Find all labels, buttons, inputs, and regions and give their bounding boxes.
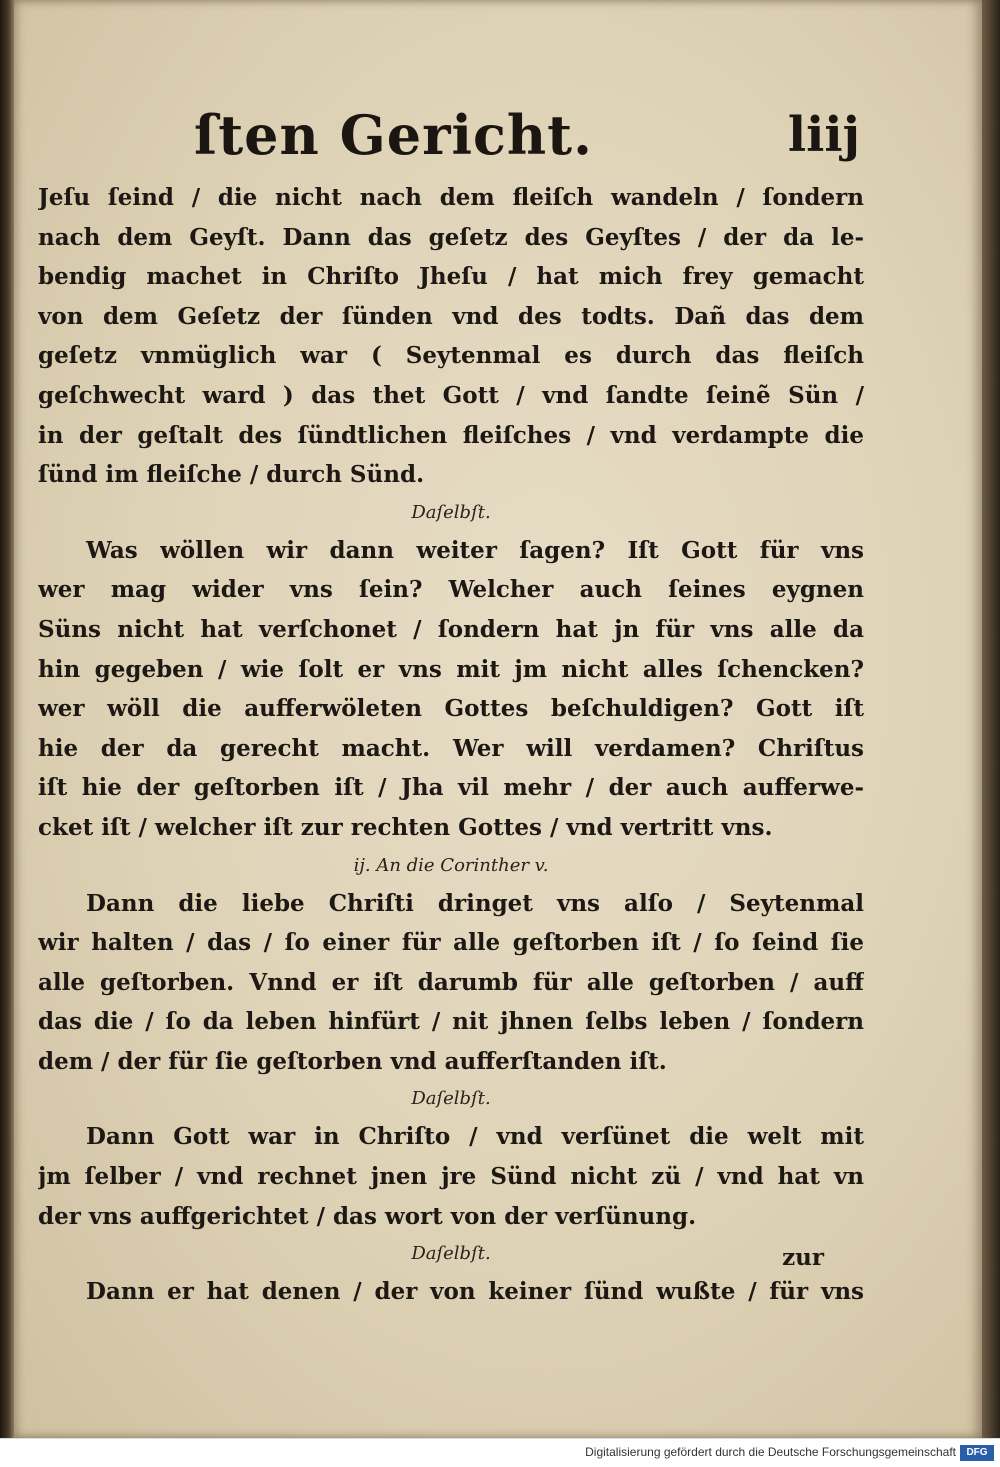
scanned-page	[14, 0, 982, 1438]
running-head: ſten Gericht.	[194, 103, 593, 167]
funding-credit: Digitalisierung gefördert durch die Deutsche Forschungsgemeinschaft	[585, 1445, 956, 1459]
text-line: Was wöllen wir dann weiter ſagen? Iſt Gott für vns	[86, 536, 864, 564]
text-line: bendig machet in Chriſto Jheſu / hat mich frey gemacht	[38, 263, 864, 291]
text-line: der vns auffgerichtet / das wort von der verſünung.	[38, 1202, 697, 1230]
text-line: Dann Gott war in Chriſto / vnd verſünet die welt mit	[86, 1123, 864, 1151]
text-line: jm ſelber / vnd rechnet jnen jre Sünd nicht zü / vnd hat vn	[38, 1163, 864, 1191]
section-caption: Daſelbſt.	[411, 1243, 491, 1265]
catchword: zur	[782, 1244, 824, 1271]
footer-bar	[0, 1438, 1000, 1467]
text-line: dem / der für ſie geſtorben vnd aufferſtanden iſt.	[38, 1047, 667, 1075]
text-line: von dem Geſetz der ſünden vnd des todts. Dañ das dem	[38, 302, 864, 330]
text-line: cket iſt / welcher iſt zur rechten Gottes / vnd vertritt vns.	[38, 813, 773, 841]
text-line: geſetz vnmüglich war ( Seytenmal es durch das fleiſch	[38, 342, 864, 370]
text-line: Süns nicht hat verſchonet / ſondern hat jn für vns alle da	[38, 615, 864, 643]
text-line: Dann er hat denen / der von keiner ſünd wußte / für vns	[86, 1278, 864, 1306]
section-caption: Daſelbſt.	[411, 501, 491, 523]
section-caption: ij. An die Corinther v.	[353, 854, 549, 876]
section-caption: Daſelbſt.	[411, 1088, 491, 1110]
page-header	[194, 100, 874, 170]
folio-number: liij	[787, 107, 860, 163]
text-line: hie der da gerecht macht. Wer will verdamen? Chriſtus	[38, 734, 864, 762]
text-line: Jeſu ſeind / die nicht nach dem fleiſch wandeln / ſondern	[38, 184, 864, 211]
text-line: wir halten / das / ſo einer für alle geſtorben iſt / ſo ſeind ſie	[38, 929, 864, 957]
text-line: wer wöll die aufferwöleten Gottes beſchuldigen? Gott iſt	[38, 695, 864, 723]
text-line: nach dem Geyſt. Dann das geſetz des Geyſtes / der da le-	[38, 223, 864, 251]
binding-shadow-right	[982, 0, 1000, 1438]
text-line: das die / ſo da leben hinfürt / nit jhnen ſelbs leben / ſondern	[38, 1008, 864, 1036]
text-line: hin gegeben / wie ſolt er vns mit jm nicht alles ſchencken?	[38, 655, 864, 683]
text-line: alle geſtorben. Vnnd er iſt darumb für alle geſtorben / auff	[38, 968, 864, 996]
text-line: wer mag wider vns ſein? Welcher auch ſeines eygnen	[38, 576, 864, 604]
dfg-logo-icon: DFG	[960, 1445, 994, 1461]
text-line: iſt hie der geſtorben iſt / Jha vil mehr / der auch aufferwe-	[38, 774, 864, 802]
text-line: Dann die liebe Chriſti dringet vns alſo / Seytenmal	[86, 889, 864, 917]
text-line: geſchwecht ward ) das thet Gott / vnd ſandte ſeinẽ Sün /	[38, 381, 864, 409]
text-line: ſünd im fleiſche / durch Sünd.	[38, 461, 425, 489]
text-line: in der geſtalt des ſündtlichen fleiſches / vnd verdampte die	[38, 421, 864, 449]
binding-shadow-left	[0, 0, 14, 1438]
text-block	[38, 178, 864, 1312]
